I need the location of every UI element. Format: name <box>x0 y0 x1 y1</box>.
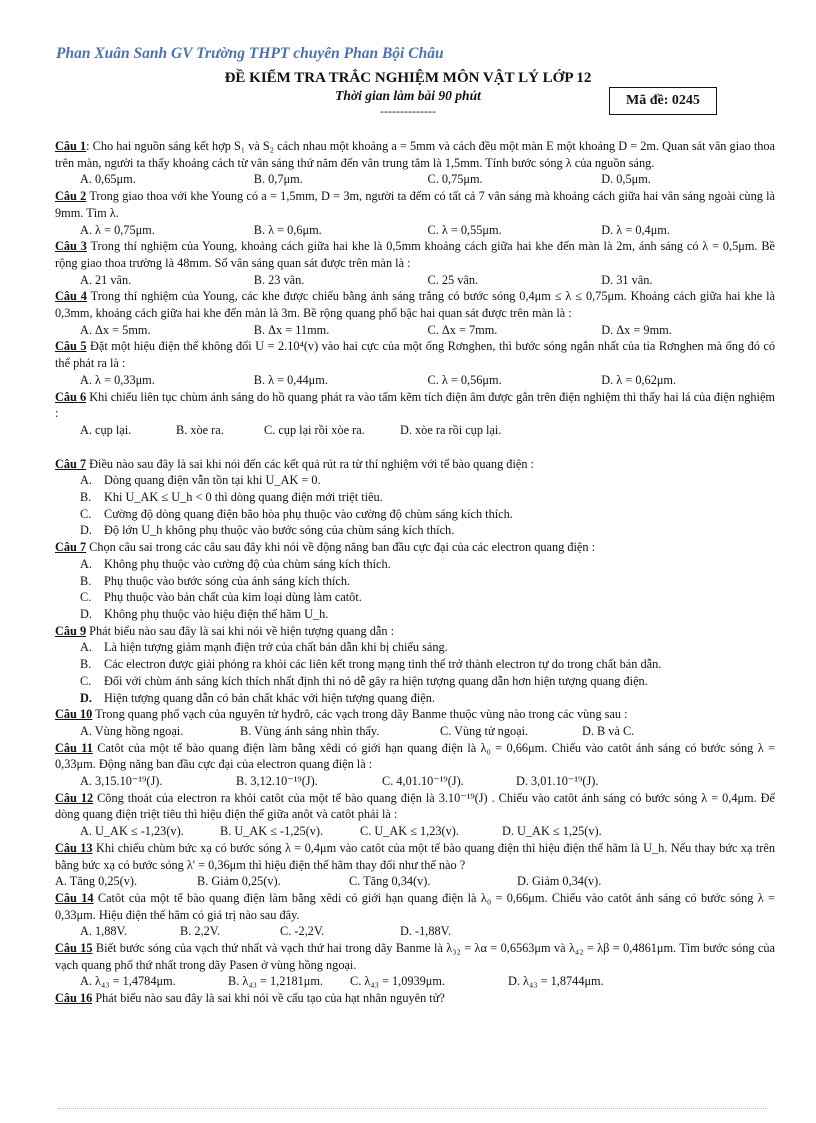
option-b: B. Các electron được giải phóng ra khỏi các liên kết trong mạng tinh thể trở thành electron tự do trong chất bán dẫn. <box>80 657 662 672</box>
option-b: B. Giảm 0,25(v). <box>197 874 281 889</box>
option-a: A. U_AK ≤ -1,23(v). <box>80 824 184 839</box>
options-q14 <box>55 923 775 940</box>
option-c: C. 25 vân. <box>427 272 479 287</box>
question-text: Công thoát của electron ra khỏi catôt của một tế bào quang điện là 3.10⁻¹⁹(J) . Chiếu vào catôt ánh sáng có bước sóng λ = 0,4μm. Để dòng quang điện triệt tiêu thì hiệu điện thế giữa anôt và catôt phải là : <box>55 790 776 822</box>
question-text: : Cho hai nguồn sáng kết hợp S₁ và S₂ cách nhau một khoảng a = 5mm và cách đều một màn E một khoảng D = 2m. Quan sát vân giao thoa trên màn, người ta thấy khoảng cách từ vân sáng thứ năm đến vân trung tâm là 1,5mm. Tính bước sóng λ của nguồn sáng. <box>55 139 776 170</box>
option-d: D. 3,01.10⁻¹⁹(J). <box>516 774 599 789</box>
option-a: A. Δx = 5mm. <box>80 322 151 337</box>
question-label: Câu 3 <box>55 239 87 254</box>
option-c: C. -2,2V. <box>280 924 325 939</box>
option-d: D. 0,5μm. <box>601 172 651 187</box>
question-label: Câu 15 <box>55 941 93 956</box>
option-d: D. Độ lớn U_h không phụ thuộc vào bước sóng của chùm sáng kích thích. <box>80 523 455 538</box>
options-q2 <box>55 222 775 239</box>
option-d: D. λ = 0,62μm. <box>601 372 677 387</box>
question-text: Điều nào sau đây là sai khi nói đến các kết quả rút ra từ thí nghiệm với tế bào quang điện : <box>86 456 534 471</box>
option-a: A. 3,15.10⁻¹⁹(J). <box>80 774 163 789</box>
option-d: D. U_AK ≤ 1,25(v). <box>502 824 602 839</box>
option-c: C. Δx = 7mm. <box>427 322 498 337</box>
question-5 <box>55 338 775 371</box>
options-q13 <box>55 873 775 890</box>
question-2 <box>55 188 775 221</box>
question-label: Câu 4 <box>55 289 87 304</box>
question-text: Trong quang phổ vạch của nguyên tử hyđrô, các vạch trong dãy Banme thuộc vùng nào trong các vùng sau : <box>92 707 628 722</box>
option-a: A. Tăng 0,25(v). <box>55 874 138 889</box>
option-b: B. U_AK ≤ -1,25(v). <box>220 824 324 839</box>
option-b: B. Khi U_AK ≤ U_h < 0 thì dòng quang điện mới triệt tiêu. <box>80 490 383 505</box>
question-7 <box>55 456 775 473</box>
options-q5 <box>55 372 775 389</box>
question-label: Câu 16 <box>55 991 93 1006</box>
question-text: Catôt của một tế bào quang điện làm bằng xêdi có giới hạn quang điện là λ₀ = 0,66μm. Chiếu vào catôt ánh sáng có bước sóng λ = 0,33μm. Hiệu điện thế hãm có giá trị nào sau đây. <box>55 890 775 922</box>
option-a: A. 1,88V. <box>80 924 127 939</box>
option-a: A. λ₄₃ = 1,4784μm. <box>80 974 176 989</box>
question-text: Phát biểu nào sau đây là sai khi nói về hiện tượng quang dẫn : <box>86 623 394 638</box>
question-label: Câu 9 <box>55 623 87 638</box>
option-c: C. Vùng tử ngoại. <box>440 723 529 738</box>
option-a: A. 21 vân. <box>80 272 132 287</box>
question-label: Câu 1 <box>55 139 87 153</box>
question-label: Câu 14 <box>55 890 94 905</box>
page-bottom-divider <box>58 1108 768 1109</box>
question-text: Khi chiếu chùm bức xạ có bước sóng λ = 0,4μm vào catôt của một tế bào quang điện thì hiệu điện thế hãm là U_h. Nếu thay bức xạ trên bằng bức xạ có bước sóng λ' = 0,36μm thì hiệu điện thế hãm thay đổi như thế nào ? <box>55 840 775 872</box>
option-d: D. Hiện tượng quang dẫn có bản chất khác với hiện tượng quang điện. <box>80 690 435 705</box>
option-b: B. 2,2V. <box>180 924 221 939</box>
option-a: A. Là hiện tượng giảm mạnh điện trở của chất bán dẫn khi bị chiếu sáng. <box>80 640 448 655</box>
options-q7 <box>55 472 775 539</box>
option-d: D. xòe ra rồi cụp lại. <box>400 422 502 437</box>
option-d: D. Không phụ thuộc vào hiệu điện thế hãm U_h. <box>80 606 329 621</box>
options-q10 <box>55 723 775 740</box>
question-text: Catôt của một tế bào quang điện làm bằng xêdi có giới hạn quang điện là λ₀ = 0,66μm. Chiếu vào catôt ánh sáng có bước sóng λ = 0,33μm. Động năng ban đầu cực đại của electron quang điện là : <box>55 740 775 772</box>
question-13 <box>55 840 775 873</box>
option-c: C. λ₄₃ = 1,0939μm. <box>350 974 446 989</box>
option-c: C. Cường độ dòng quang điện bão hòa phụ thuộc vào cường độ chùm sáng kích thích. <box>80 506 513 521</box>
option-c: C. U_AK ≤ 1,23(v). <box>360 824 459 839</box>
option-d: D. Giảm 0,34(v). <box>517 874 602 889</box>
option-d: D. -1,88V. <box>400 924 452 939</box>
option-d: D. λ₄₃ = 1,8744μm. <box>508 974 604 989</box>
question-text: Đặt một hiệu điện thế không đổi U = 2.10⁴(v) vào hai cực của một ống Rơnghen, thì bước sóng ngắn nhất của tia Rơnghen mà ống đó có thể phát ra là : <box>55 339 775 371</box>
question-8 <box>55 539 775 556</box>
exam-duration: Thời gian làm bài 90 phút <box>335 88 481 103</box>
option-c: C. λ = 0,56μm. <box>427 372 502 387</box>
question-label: Câu 6 <box>55 389 87 404</box>
option-c: C. cụp lại rồi xòe ra. <box>264 422 365 437</box>
options-q6 <box>55 422 775 439</box>
question-text: Biết bước sóng của vạch thứ nhất và vạch thứ hai trong dãy Banme là λ₃₂ = λα = 0,6563μm và λ₄₂ = λβ = 0,4861μm. Tìm bước sóng của vạch quang phổ thứ nhất trong dãy Pasen ở vùng hồng ngoại. <box>55 941 775 972</box>
question-text: Chọn câu sai trong các câu sau đây khi nói về động năng ban đầu cực đại của các electron quang điện : <box>86 540 596 555</box>
option-c: C. 4,01.10⁻¹⁹(J). <box>382 774 464 789</box>
author-line: Phan Xuân Sanh GV Trường THPT chuyên Phan Bội Châu <box>56 45 444 62</box>
question-12 <box>55 790 775 823</box>
question-label: Câu 5 <box>55 339 87 354</box>
exam-title: ĐỀ KIỂM TRA TRẮC NGHIỆM MÔN VẬT LÝ LỚP 12 <box>224 70 592 86</box>
option-a: A. cụp lại. <box>80 422 132 437</box>
options-q15 <box>55 973 775 990</box>
question-1 <box>55 138 775 171</box>
option-a: A. λ = 0,75μm. <box>80 222 155 237</box>
option-d: D. B và C. <box>582 723 635 738</box>
question-9 <box>55 623 775 640</box>
question-label: Câu 11 <box>55 740 93 755</box>
options-q8 <box>55 556 775 623</box>
option-a: A. 0,65μm. <box>80 172 136 187</box>
question-label: Câu 10 <box>55 707 93 722</box>
question-15 <box>55 940 775 973</box>
question-6 <box>55 389 775 422</box>
question-11 <box>55 740 775 773</box>
question-4 <box>55 288 775 321</box>
question-16 <box>55 990 775 1007</box>
option-b: B. Vùng ánh sáng nhìn thấy. <box>240 723 380 738</box>
spacer <box>55 439 775 456</box>
option-b: B. 23 vân. <box>253 272 305 287</box>
question-text: Khi chiếu liên tục chùm ánh sáng do hồ quang phát ra vào tấm kẽm tích điện âm được gắn trên điện nghiệm thì thấy hai lá của điện nghiệm : <box>55 389 776 421</box>
option-d: D. λ = 0,4μm. <box>601 222 670 237</box>
option-c: C. Phụ thuộc vào bản chất của kim loại dùng làm catôt. <box>80 590 362 605</box>
question-14 <box>55 890 775 923</box>
option-a: A. Dòng quang điện vẫn tồn tại khi U_AK = 0. <box>80 473 321 488</box>
options-q3 <box>55 272 775 289</box>
option-b: B. λ = 0,44μm. <box>253 372 328 387</box>
option-c: C. Đối với chùm ánh sáng kích thích nhất định thì nó dễ gây ra hiện tượng quang dẫn hơn hiện tượng quang điện. <box>80 673 648 688</box>
option-b: B. xòe ra. <box>176 422 224 437</box>
question-text: Trong giao thoa với khe Young có a = 1,5mm, D = 3m, người ta đếm có tất cả 7 vân sáng mà khoảng cách giữa hai vân sáng ngoài cùng là 9mm. Tìm λ. <box>55 189 776 220</box>
exam-code-box: Mã đề: 0245 <box>609 87 717 115</box>
option-c: C. 0,75μm. <box>427 172 483 187</box>
title-dashes: -------------- <box>380 104 436 118</box>
option-b: B. 3,12.10⁻¹⁹(J). <box>236 774 318 789</box>
question-3 <box>55 238 775 271</box>
question-label: Câu 7 <box>55 456 87 471</box>
option-d: D. Δx = 9mm. <box>601 322 672 337</box>
option-d: D. 31 vân. <box>601 272 653 287</box>
options-q11 <box>55 773 775 790</box>
question-label: Câu 2 <box>55 189 87 204</box>
options-q1 <box>55 171 775 188</box>
options-q12 <box>55 823 775 840</box>
option-b: B. Phụ thuộc vào bước sóng của ánh sáng kích thích. <box>80 573 351 588</box>
option-c: C. λ = 0,55μm. <box>427 222 502 237</box>
option-b: B. λ₄₃ = 1,2181μm. <box>228 974 324 989</box>
option-c: C. Tăng 0,34(v). <box>349 874 431 889</box>
option-a: A. λ = 0,33μm. <box>80 372 155 387</box>
question-label: Câu 7 <box>55 540 87 555</box>
question-10 <box>55 706 775 723</box>
question-text: Trong thí nghiệm của Young, khoảng cách giữa hai khe là 0,5mm khoảng cách giữa hai khe đến màn là 2m, ánh sáng có λ = 0,5μm. Bề rộng giao thoa trường là 48mm. Số vân sáng quan sát được trên màn là : <box>55 239 775 270</box>
option-b: B. λ = 0,6μm. <box>253 222 322 237</box>
question-text: Phát biểu nào sau đây là sai khi nói về cấu tạo của hạt nhân nguyên tử? <box>92 991 445 1006</box>
question-label: Câu 13 <box>55 840 93 855</box>
option-b: B. 0,7μm. <box>253 172 303 187</box>
option-b: B. Δx = 11mm. <box>253 322 330 337</box>
options-q9 <box>55 639 775 706</box>
option-a: A. Không phụ thuộc vào cường độ của chùm sáng kích thích. <box>80 556 391 571</box>
question-text: Trong thí nghiệm của Young, các khe được chiếu bằng ánh sáng trắng có bước sóng 0,4μm ≤ λ ≤ 0,75μm. Khoảng cách giữa hai khe là 0,3mm, khoảng cách giữa hai khe đến màn là 3m. Bề rộng quang phổ bậc hai quan sát được trên màn là : <box>55 289 775 321</box>
questions-body <box>55 138 775 1007</box>
options-q4 <box>55 322 775 339</box>
option-a: A. Vùng hồng ngoại. <box>80 723 184 738</box>
question-label: Câu 12 <box>55 790 94 805</box>
